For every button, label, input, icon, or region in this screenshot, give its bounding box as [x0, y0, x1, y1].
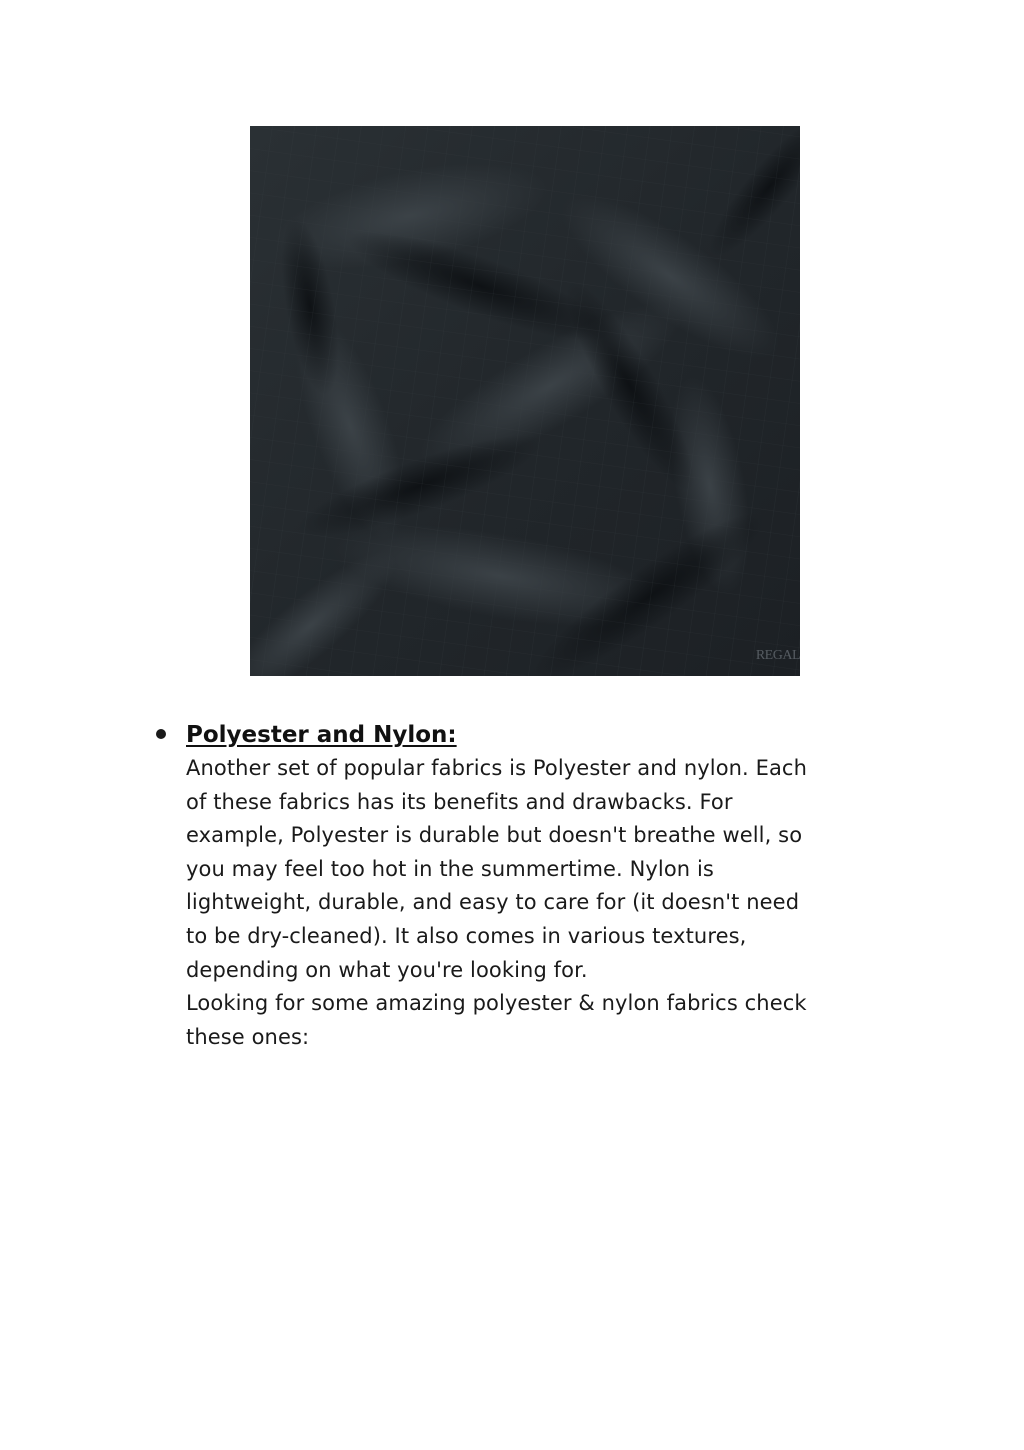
paragraph-line: Another set of popular fabrics is Polyester and nylon. Each — [186, 756, 807, 780]
bullet-icon — [156, 729, 166, 739]
section-heading: Polyester and Nylon: — [186, 722, 457, 748]
paragraph-line: example, Polyester is durable but doesn't breathe well, so — [186, 823, 803, 848]
watermark-logo: REGAL — [755, 648, 800, 663]
paragraph-line: these ones: — [186, 1024, 310, 1049]
paragraph-line: lightweight, durable, and easy to care for (it doesn't need — [186, 890, 800, 915]
fabric-drape-icon — [250, 126, 800, 676]
paragraph-line: you may feel too hot in the summertime. Nylon is — [186, 856, 714, 881]
paragraph-line: depending on what you're looking for. — [186, 957, 588, 982]
paragraph-line: of these fabrics has its benefits and drawbacks. For — [186, 789, 733, 814]
paragraph-line: Looking for some amazing polyester & nylon fabrics check — [186, 991, 807, 1016]
fabric-section — [154, 718, 914, 1054]
paragraph-line: to be dry-cleaned). It also comes in various textures, — [186, 923, 747, 948]
bullet-item — [154, 718, 914, 1054]
fabric-photo — [250, 126, 800, 676]
